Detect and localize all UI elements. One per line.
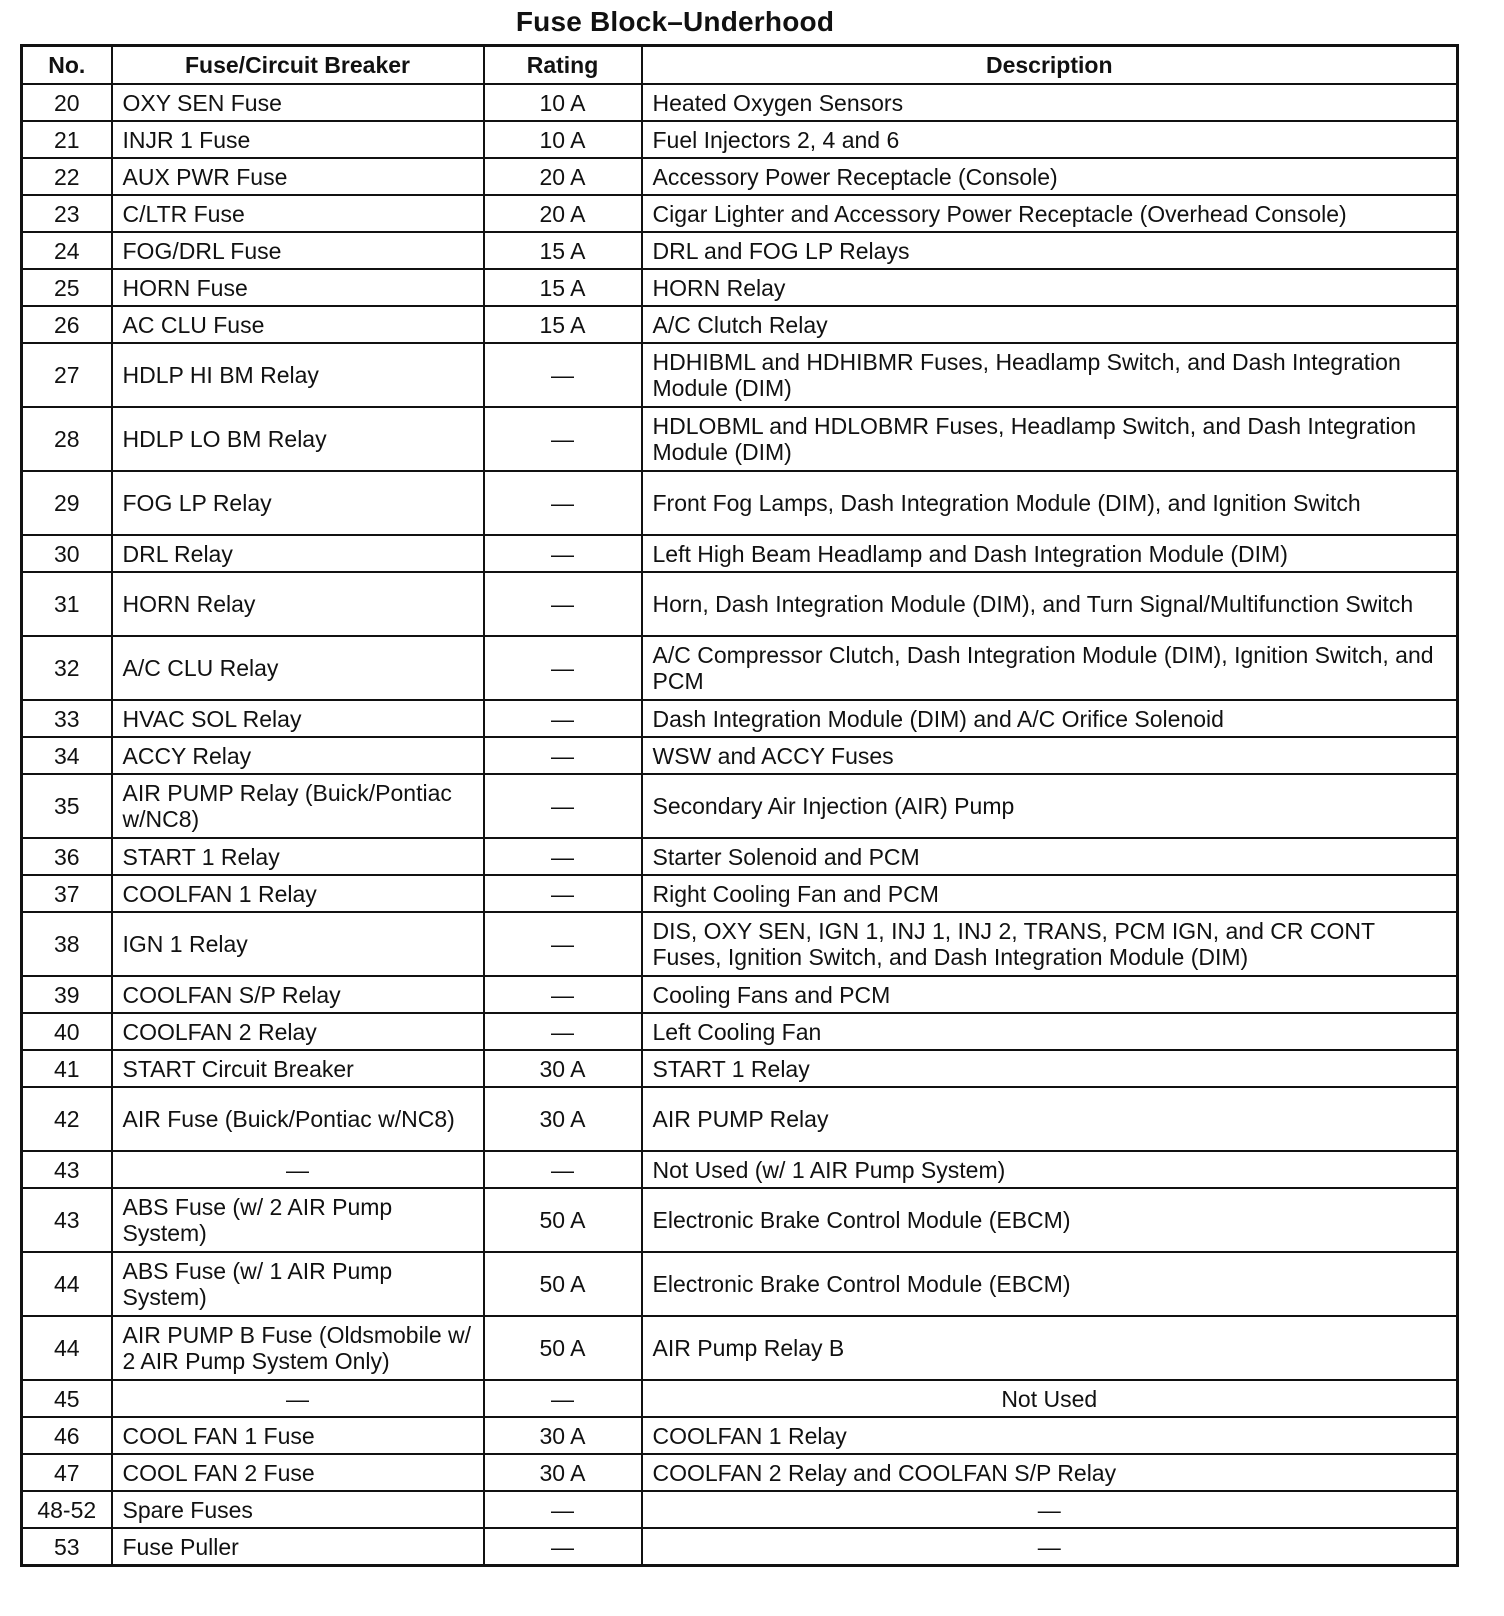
cell-circuit: START 1 Relay <box>112 838 484 875</box>
cell-circuit: FOG/DRL Fuse <box>112 232 484 269</box>
cell-description: Cigar Lighter and Accessory Power Receptacle (Overhead Console) <box>642 195 1458 232</box>
table-row <box>22 1087 1458 1151</box>
cell-circuit: Fuse Puller <box>112 1528 484 1566</box>
cell-rating: 50 A <box>484 1252 642 1316</box>
cell-description: Horn, Dash Integration Module (DIM), and Turn Signal/Multifunction Switch <box>642 572 1458 636</box>
cell-description: Not Used <box>642 1380 1458 1417</box>
cell-description: Electronic Brake Control Module (EBCM) <box>642 1188 1458 1252</box>
cell-no: 53 <box>22 1528 112 1566</box>
cell-no: 20 <box>22 84 112 121</box>
cell-circuit: INJR 1 Fuse <box>112 121 484 158</box>
cell-circuit: HDLP HI BM Relay <box>112 343 484 407</box>
cell-no: 45 <box>22 1380 112 1417</box>
cell-description: Dash Integration Module (DIM) and A/C Orifice Solenoid <box>642 700 1458 737</box>
cell-no: 41 <box>22 1050 112 1087</box>
cell-description: — <box>642 1528 1458 1566</box>
table-row <box>22 471 1458 535</box>
cell-description: DRL and FOG LP Relays <box>642 232 1458 269</box>
table-row <box>22 1454 1458 1491</box>
cell-description: A/C Compressor Clutch, Dash Integration Module (DIM), Ignition Switch, and PCM <box>642 636 1458 700</box>
cell-circuit: START Circuit Breaker <box>112 1050 484 1087</box>
cell-rating: — <box>484 838 642 875</box>
cell-circuit: — <box>112 1151 484 1188</box>
table-header-row <box>22 46 1458 85</box>
header-description: Description <box>642 46 1458 85</box>
cell-circuit: HVAC SOL Relay <box>112 700 484 737</box>
cell-no: 29 <box>22 471 112 535</box>
cell-no: 26 <box>22 306 112 343</box>
cell-circuit: COOLFAN S/P Relay <box>112 976 484 1013</box>
table-row <box>22 269 1458 306</box>
cell-no: 40 <box>22 1013 112 1050</box>
cell-circuit: HDLP LO BM Relay <box>112 407 484 471</box>
cell-rating: 15 A <box>484 232 642 269</box>
cell-circuit: COOLFAN 1 Relay <box>112 875 484 912</box>
cell-rating: 10 A <box>484 121 642 158</box>
cell-no: 27 <box>22 343 112 407</box>
cell-circuit: COOLFAN 2 Relay <box>112 1013 484 1050</box>
cell-rating: — <box>484 774 642 838</box>
cell-circuit: HORN Relay <box>112 572 484 636</box>
cell-rating: — <box>484 912 642 976</box>
cell-no: 23 <box>22 195 112 232</box>
cell-rating: 20 A <box>484 195 642 232</box>
cell-rating: 30 A <box>484 1087 642 1151</box>
table-row <box>22 535 1458 572</box>
cell-circuit: ACCY Relay <box>112 737 484 774</box>
table-row <box>22 195 1458 232</box>
cell-rating: — <box>484 407 642 471</box>
header-circuit: Fuse/Circuit Breaker <box>112 46 484 85</box>
table-row <box>22 1188 1458 1252</box>
cell-rating: 15 A <box>484 306 642 343</box>
table-row <box>22 306 1458 343</box>
cell-description: Right Cooling Fan and PCM <box>642 875 1458 912</box>
cell-description: Secondary Air Injection (AIR) Pump <box>642 774 1458 838</box>
cell-circuit: AIR Fuse (Buick/Pontiac w/NC8) <box>112 1087 484 1151</box>
table-body <box>22 84 1458 1566</box>
cell-no: 24 <box>22 232 112 269</box>
table-row <box>22 1013 1458 1050</box>
table-row <box>22 1151 1458 1188</box>
cell-circuit: ABS Fuse (w/ 1 AIR Pump System) <box>112 1252 484 1316</box>
cell-description: Cooling Fans and PCM <box>642 976 1458 1013</box>
cell-rating: — <box>484 572 642 636</box>
table-row <box>22 84 1458 121</box>
cell-description: Left High Beam Headlamp and Dash Integration Module (DIM) <box>642 535 1458 572</box>
cell-circuit: Spare Fuses <box>112 1491 484 1528</box>
table-row <box>22 1417 1458 1454</box>
cell-no: 31 <box>22 572 112 636</box>
table-row <box>22 407 1458 471</box>
cell-description: — <box>642 1491 1458 1528</box>
cell-description: DIS, OXY SEN, IGN 1, INJ 1, INJ 2, TRANS, PCM IGN, and CR CONT Fuses, Ignition Switch, and Dash Integration Module (DIM) <box>642 912 1458 976</box>
cell-circuit: OXY SEN Fuse <box>112 84 484 121</box>
cell-circuit: — <box>112 1380 484 1417</box>
cell-description: COOLFAN 2 Relay and COOLFAN S/P Relay <box>642 1454 1458 1491</box>
cell-description: HDLOBML and HDLOBMR Fuses, Headlamp Switch, and Dash Integration Module (DIM) <box>642 407 1458 471</box>
cell-no: 21 <box>22 121 112 158</box>
cell-rating: — <box>484 343 642 407</box>
cell-description: Electronic Brake Control Module (EBCM) <box>642 1252 1458 1316</box>
cell-rating: — <box>484 700 642 737</box>
cell-rating: — <box>484 1013 642 1050</box>
header-rating: Rating <box>484 46 642 85</box>
cell-description: Accessory Power Receptacle (Console) <box>642 158 1458 195</box>
cell-no: 38 <box>22 912 112 976</box>
table-row <box>22 700 1458 737</box>
cell-circuit: ABS Fuse (w/ 2 AIR Pump System) <box>112 1188 484 1252</box>
cell-no: 47 <box>22 1454 112 1491</box>
cell-circuit: FOG LP Relay <box>112 471 484 535</box>
cell-description: A/C Clutch Relay <box>642 306 1458 343</box>
table-row <box>22 1316 1458 1380</box>
cell-description: Front Fog Lamps, Dash Integration Module (DIM), and Ignition Switch <box>642 471 1458 535</box>
cell-description: COOLFAN 1 Relay <box>642 1417 1458 1454</box>
cell-no: 32 <box>22 636 112 700</box>
cell-rating: — <box>484 471 642 535</box>
cell-no: 44 <box>22 1316 112 1380</box>
cell-description: START 1 Relay <box>642 1050 1458 1087</box>
cell-no: 36 <box>22 838 112 875</box>
cell-description: Starter Solenoid and PCM <box>642 838 1458 875</box>
cell-rating: 15 A <box>484 269 642 306</box>
table-row <box>22 121 1458 158</box>
cell-no: 30 <box>22 535 112 572</box>
cell-circuit: HORN Fuse <box>112 269 484 306</box>
cell-rating: 30 A <box>484 1417 642 1454</box>
cell-circuit: AUX PWR Fuse <box>112 158 484 195</box>
cell-description: AIR PUMP Relay <box>642 1087 1458 1151</box>
table-row <box>22 1528 1458 1566</box>
cell-circuit: AIR PUMP Relay (Buick/Pontiac w/NC8) <box>112 774 484 838</box>
cell-rating: — <box>484 976 642 1013</box>
table-row <box>22 158 1458 195</box>
cell-description: HORN Relay <box>642 269 1458 306</box>
cell-no: 44 <box>22 1252 112 1316</box>
cell-no: 25 <box>22 269 112 306</box>
table-row <box>22 1252 1458 1316</box>
cell-circuit: A/C CLU Relay <box>112 636 484 700</box>
cell-no: 43 <box>22 1151 112 1188</box>
table-row <box>22 1491 1458 1528</box>
table-row <box>22 572 1458 636</box>
table-row <box>22 636 1458 700</box>
table-row <box>22 232 1458 269</box>
cell-description: Heated Oxygen Sensors <box>642 84 1458 121</box>
cell-rating: — <box>484 1528 642 1566</box>
cell-description: HDHIBML and HDHIBMR Fuses, Headlamp Switch, and Dash Integration Module (DIM) <box>642 343 1458 407</box>
cell-no: 35 <box>22 774 112 838</box>
cell-rating: — <box>484 1491 642 1528</box>
cell-rating: 30 A <box>484 1050 642 1087</box>
cell-no: 46 <box>22 1417 112 1454</box>
cell-circuit: IGN 1 Relay <box>112 912 484 976</box>
cell-rating: 30 A <box>484 1454 642 1491</box>
table-row <box>22 1380 1458 1417</box>
cell-rating: 50 A <box>484 1316 642 1380</box>
table-row <box>22 912 1458 976</box>
cell-no: 28 <box>22 407 112 471</box>
table-row <box>22 1050 1458 1087</box>
table-row <box>22 737 1458 774</box>
cell-circuit: C/LTR Fuse <box>112 195 484 232</box>
cell-no: 42 <box>22 1087 112 1151</box>
cell-no: 43 <box>22 1188 112 1252</box>
cell-description: Fuel Injectors 2, 4 and 6 <box>642 121 1458 158</box>
cell-circuit: DRL Relay <box>112 535 484 572</box>
cell-rating: 20 A <box>484 158 642 195</box>
table-row <box>22 774 1458 838</box>
cell-rating: — <box>484 875 642 912</box>
cell-circuit: COOL FAN 1 Fuse <box>112 1417 484 1454</box>
fuse-table <box>20 44 1459 1567</box>
cell-circuit: AIR PUMP B Fuse (Oldsmobile w/ 2 AIR Pump System Only) <box>112 1316 484 1380</box>
cell-circuit: COOL FAN 2 Fuse <box>112 1454 484 1491</box>
cell-circuit: AC CLU Fuse <box>112 306 484 343</box>
cell-rating: 10 A <box>484 84 642 121</box>
cell-no: 22 <box>22 158 112 195</box>
cell-rating: 50 A <box>484 1188 642 1252</box>
cell-no: 48-52 <box>22 1491 112 1528</box>
table-row <box>22 343 1458 407</box>
cell-no: 37 <box>22 875 112 912</box>
header-no: No. <box>22 46 112 85</box>
cell-no: 39 <box>22 976 112 1013</box>
table-row <box>22 838 1458 875</box>
cell-rating: — <box>484 1151 642 1188</box>
page-title: Fuse Block–Underhood <box>515 6 835 37</box>
table-row <box>22 976 1458 1013</box>
cell-description: WSW and ACCY Fuses <box>642 737 1458 774</box>
cell-rating: — <box>484 737 642 774</box>
table-row <box>22 875 1458 912</box>
cell-no: 34 <box>22 737 112 774</box>
cell-description: AIR Pump Relay B <box>642 1316 1458 1380</box>
cell-rating: — <box>484 535 642 572</box>
cell-no: 33 <box>22 700 112 737</box>
cell-description: Not Used (w/ 1 AIR Pump System) <box>642 1151 1458 1188</box>
cell-rating: — <box>484 1380 642 1417</box>
cell-description: Left Cooling Fan <box>642 1013 1458 1050</box>
cell-rating: — <box>484 636 642 700</box>
